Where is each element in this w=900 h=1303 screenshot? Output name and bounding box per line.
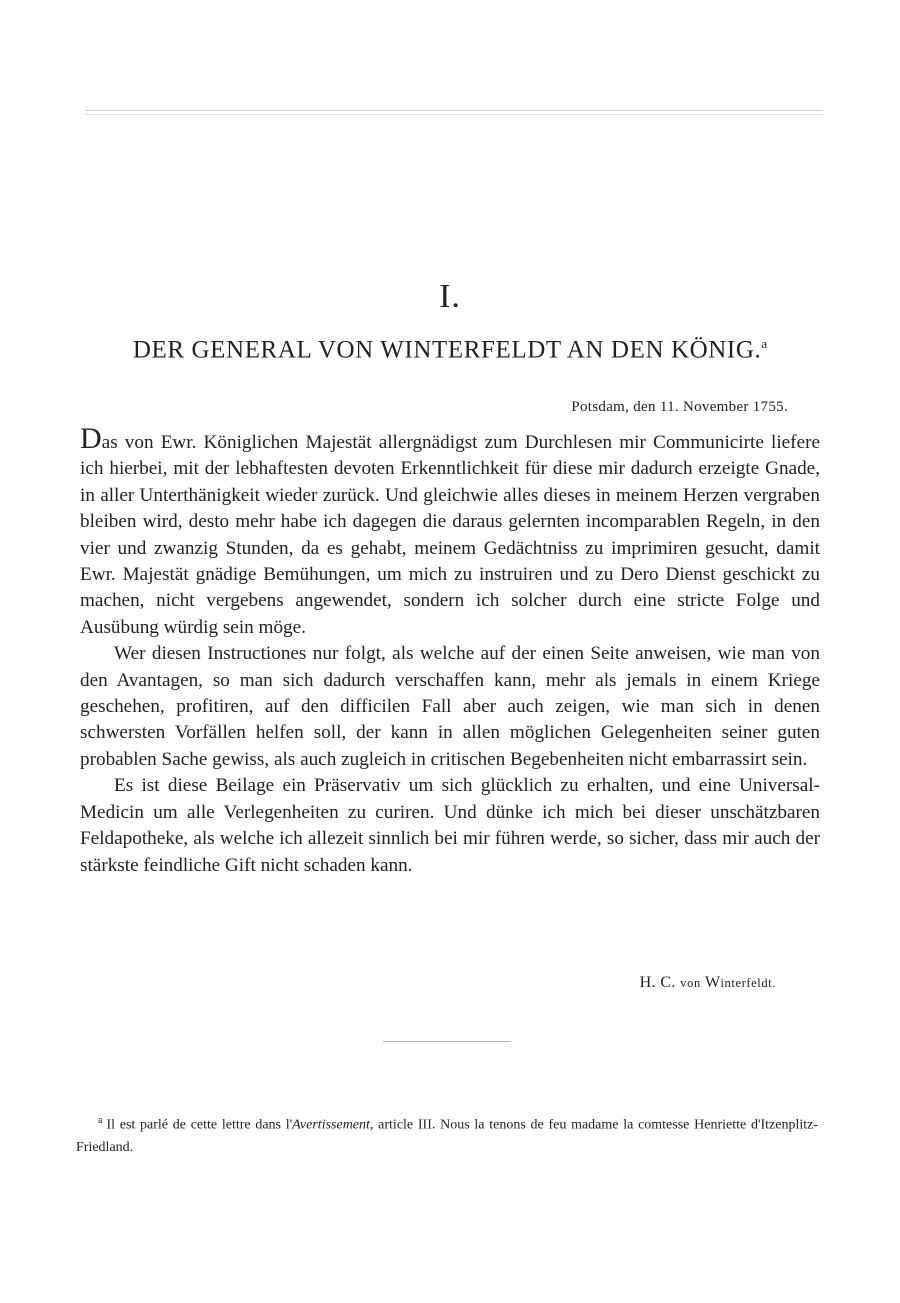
signature-von: von	[680, 976, 701, 990]
letter-body	[80, 422, 820, 879]
chapter-title	[0, 336, 900, 364]
footnote-italic: Avertissement,	[292, 1117, 374, 1133]
drop-cap: D	[80, 422, 102, 455]
chapter-title-text: DER GENERAL VON WINTERFELDT AN DEN KÖNIG.	[132, 336, 762, 364]
paragraph-1-text: as von Ewr. Königlichen Majestät allergnädigst zum Durchlesen mir Communicirte liefere ich hierbei, mit der lebhaftesten devoten Erkenntlichkeit für diese mir dadurch erzeigte Gnade, in aller Unterthänigkeit wieder zurück. Und gleichwie alles dieses in meinem Herzen vergraben bleiben wird, desto mehr habe ich dagegen die daraus gelernten incomparablen Regeln, in den vier und zwanzig Stunden, da es gehabt, meinem Gedächtniss zu imprimiren gesucht, damit Ewr. Majestät gnädige Bemühungen, um mich zu instruiren und zu Dero Dienst geschickt zu machen, nicht vergebens angewendet, sondern ich solcher durch eine stricte Folge und Ausübung würdig sein möge.	[80, 432, 820, 638]
signature-initials: H. C.	[639, 974, 676, 991]
signature-name-rest: interfeldt.	[720, 976, 776, 990]
footnote-reference: a	[761, 336, 768, 351]
top-rule	[85, 110, 823, 115]
signature-name-initial: W	[704, 974, 721, 991]
footnote-text-2: article III. Nous la tenons de feu madame la comtesse Henriette d'Itzenplitz-Friedland.	[76, 1117, 818, 1155]
section-divider	[383, 1041, 511, 1042]
footnote	[76, 1110, 818, 1159]
dateline: Potsdam, den 11. November 1755.	[571, 399, 788, 415]
letter-paragraph-2: Wer diesen Instructiones nur folgt, als welche auf der einen Seite anweisen, wie man von den Avantagen, so man sich dadurch verschaffen kann, mehr als jemals in einem Kriege geschehen, profitiren, auf den difficilen Fall aber auch zeigen, wie man sich in denen schwersten Vorfällen helfen soll, der kann in allen möglichen Gelegenheiten seiner guten probablen Sache gewiss, als auch zugleich in critischen Begebenheiten nicht embarrassirt sein.	[80, 643, 820, 770]
letter-paragraph-3: Es ist diese Beilage ein Präservativ um sich glücklich zu erhalten, und eine Universal-Medicin um alle Verlegenheiten zu curiren. Und dünke ich mich bei dieser unschätzbaren Feldapotheke, als welche ich allezeit sinnlich bei mir führen werde, so sicher, dass mir auch der stärkste feindliche Gift nicht schaden kann.	[80, 775, 820, 876]
footnote-mark: a	[98, 1115, 103, 1126]
letter-paragraph-1	[80, 422, 820, 641]
chapter-number: I.	[439, 278, 461, 315]
signature	[640, 974, 776, 992]
footnote-text-1: Il est parlé de cette lettre dans l'	[106, 1117, 293, 1133]
